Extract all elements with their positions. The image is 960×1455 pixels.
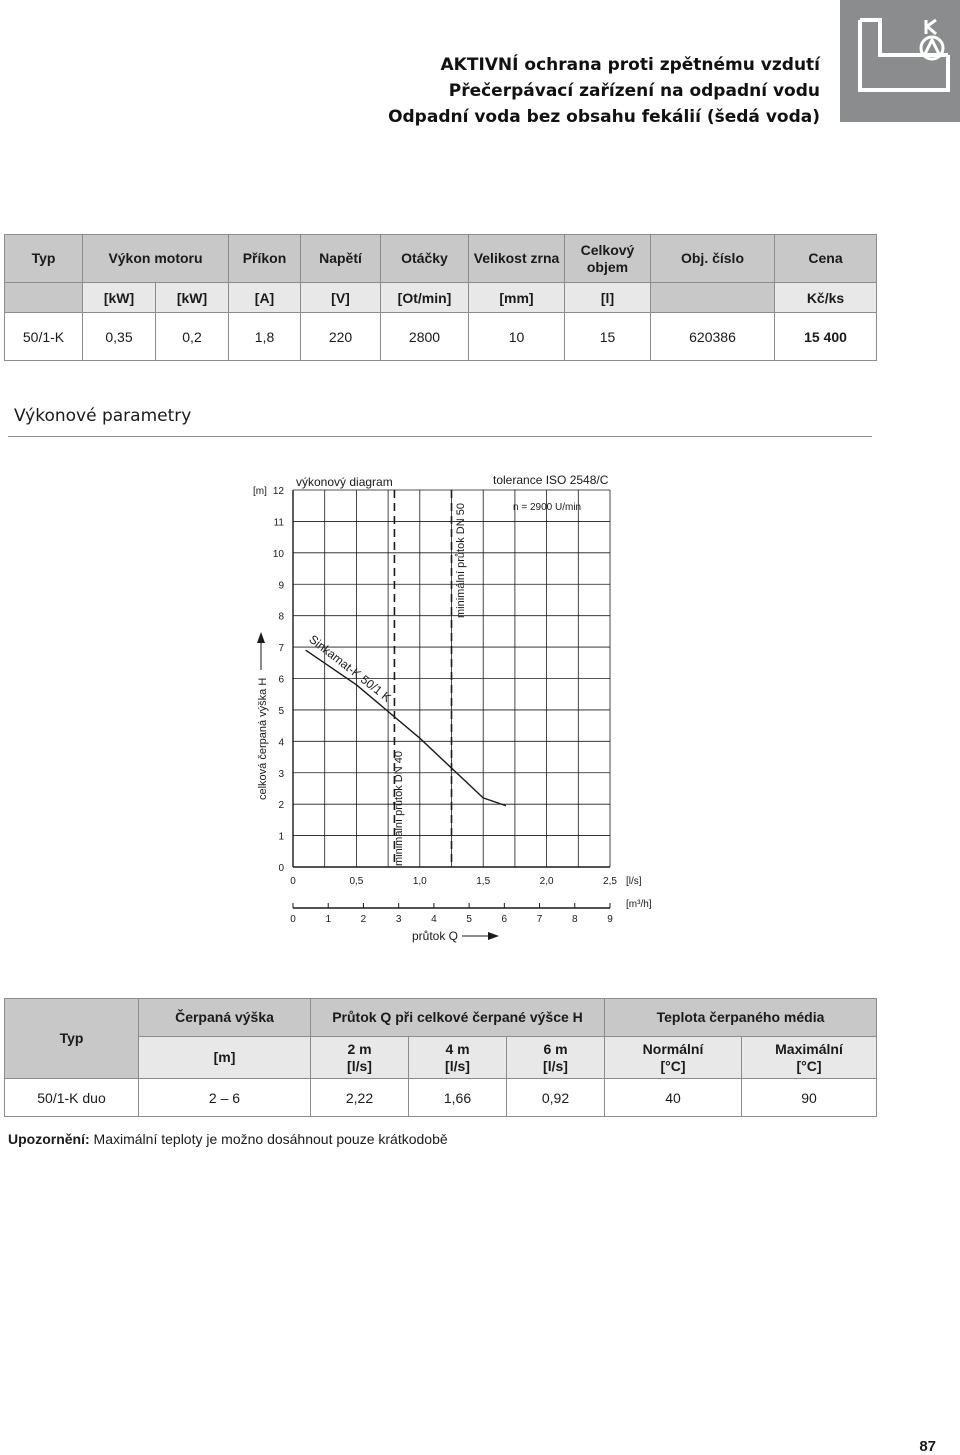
perf-cell-2m: 2,22 bbox=[311, 1079, 409, 1117]
x-tick-m3h-6: 6 bbox=[501, 914, 508, 925]
perf-temp-max bbox=[742, 1037, 877, 1079]
y-tick-label-4: 4 bbox=[278, 737, 284, 749]
y-axis-arrow-head bbox=[257, 632, 265, 643]
perf-data-row bbox=[5, 1079, 877, 1117]
x-tick-m3h-1: 1 bbox=[325, 914, 332, 925]
section-title: Výkonové parametry bbox=[14, 406, 192, 426]
perf-cell-typ: 50/1-K duo bbox=[5, 1079, 139, 1117]
y-tick-label-12: 12 bbox=[272, 486, 284, 497]
y-tick-label-5: 5 bbox=[278, 705, 284, 717]
perf-temp-max-unit: [°C] bbox=[796, 1057, 822, 1074]
x-tick-ls-3: 1,5 bbox=[476, 876, 491, 887]
y-tick-label-11: 11 bbox=[273, 517, 284, 529]
cell-objem: 15 bbox=[565, 313, 651, 361]
spec-data-row bbox=[5, 313, 877, 361]
y-tick-label-0: 0 bbox=[278, 863, 284, 874]
perf-col-temp: Teplota čerpaného média bbox=[605, 999, 877, 1037]
y-tick-label-3: 3 bbox=[278, 768, 284, 780]
cell-napeti: 220 bbox=[301, 313, 381, 361]
x-tick-m3h-5: 5 bbox=[466, 914, 472, 925]
perf-flow-2m-label: 2 m bbox=[347, 1040, 372, 1057]
y-tick-label-1: 1 bbox=[278, 831, 284, 843]
perf-temp-normal-unit: [°C] bbox=[660, 1057, 686, 1074]
x-tick-m3h-2: 2 bbox=[360, 914, 367, 925]
y-tick-label-8: 8 bbox=[278, 611, 284, 623]
y-axis-label: celková čerpaná výška H bbox=[257, 677, 269, 800]
y-tick-label-6: 6 bbox=[278, 674, 284, 686]
chart-speed: n = 2900 U/min bbox=[513, 502, 582, 513]
x-unit-ls: [l/s] bbox=[626, 876, 642, 887]
perf-temp-max-label: Maximální bbox=[775, 1040, 843, 1057]
chart-tolerance: tolerance ISO 2548/C bbox=[493, 473, 609, 487]
series-line-sinkamat bbox=[306, 650, 506, 806]
y-tick-label-7: 7 bbox=[278, 643, 284, 655]
x-tick-m3h-8: 8 bbox=[571, 914, 578, 925]
chart-series bbox=[306, 632, 506, 806]
spec-table bbox=[4, 234, 877, 361]
footnote-text: Maximální teploty je možno dosáhnout pouze krátkodobě bbox=[89, 1131, 448, 1147]
x-tick-ls-2: 1,0 bbox=[412, 876, 427, 887]
unit-l: [l] bbox=[565, 283, 651, 313]
min-flow-dn40-label: minimální průtok DN 40 bbox=[393, 751, 405, 866]
col-otacky: Otáčky bbox=[381, 235, 469, 283]
spec-units-row bbox=[5, 283, 877, 313]
cell-vykon-1: 0,35 bbox=[83, 313, 156, 361]
x-tick-m3h-4: 4 bbox=[431, 914, 437, 925]
perf-cell-height: 2 – 6 bbox=[139, 1079, 311, 1117]
performance-chart bbox=[0, 460, 700, 950]
cell-cena: 15 400 bbox=[775, 313, 877, 361]
title-line-2: Přečerpávací zařízení na odpadní vodu bbox=[448, 81, 820, 101]
perf-header-row bbox=[5, 999, 877, 1037]
unit-mm: [mm] bbox=[469, 283, 565, 313]
unit-kcks: Kč/ks bbox=[775, 283, 877, 313]
perf-cell-max: 90 bbox=[742, 1079, 877, 1117]
col-typ: Typ bbox=[5, 235, 83, 283]
performance-table bbox=[4, 998, 877, 1117]
y-unit-label: [m] bbox=[253, 486, 267, 497]
perf-flow-4m-label: 4 m bbox=[445, 1040, 470, 1057]
y-tick-label-10: 10 bbox=[272, 548, 284, 560]
section-divider bbox=[8, 436, 872, 437]
title-line-1: AKTIVNÍ ochrana proti zpětnému vzdutí bbox=[440, 55, 820, 75]
footnote bbox=[8, 1131, 448, 1147]
perf-cell-normal: 40 bbox=[605, 1079, 742, 1117]
unit-otmin: [Ot/min] bbox=[381, 283, 469, 313]
perf-col-typ: Typ bbox=[5, 999, 139, 1079]
spec-header-row bbox=[5, 235, 877, 283]
perf-flow-4m-unit: [l/s] bbox=[445, 1057, 470, 1074]
page-title bbox=[388, 52, 820, 130]
x-tick-m3h-3: 3 bbox=[395, 914, 402, 925]
col-obj-cislo: Obj. číslo bbox=[651, 235, 775, 283]
x-tick-ls-0: 0 bbox=[290, 876, 296, 887]
x-unit-m3h: [m³/h] bbox=[626, 899, 652, 910]
min-flow-dn50-label: minimální průtok DN 50 bbox=[455, 503, 467, 618]
perf-flow-2m-unit: [l/s] bbox=[347, 1057, 372, 1074]
title-line-3: Odpadní voda bez obsahu fekálií (šedá voda) bbox=[388, 107, 820, 127]
perf-col-height: Čerpaná výška bbox=[139, 999, 311, 1037]
cell-obj-cislo: 620386 bbox=[651, 313, 775, 361]
series-label-sinkamat: Sinkamat-K 50/1 K bbox=[306, 632, 394, 705]
x-axis-arrow-head bbox=[488, 932, 499, 940]
perf-cell-6m: 0,92 bbox=[507, 1079, 605, 1117]
unit-kw-1: [kW] bbox=[83, 283, 156, 313]
col-prikon: Příkon bbox=[229, 235, 301, 283]
unit-a: [A] bbox=[229, 283, 301, 313]
cell-otacky: 2800 bbox=[381, 313, 469, 361]
cell-typ: 50/1-K bbox=[5, 313, 83, 361]
footnote-label: Upozornění: bbox=[8, 1131, 90, 1147]
y-tick-label-9: 9 bbox=[278, 580, 284, 592]
perf-flow-4m bbox=[409, 1037, 507, 1079]
col-velikost: Velikost zrna bbox=[469, 235, 565, 283]
x-tick-m3h-9: 9 bbox=[607, 914, 613, 925]
perf-col-flow: Průtok Q při celkové čerpané výšce H bbox=[311, 999, 605, 1037]
pump-drain-icon bbox=[840, 0, 960, 122]
perf-temp-normal-label: Normální bbox=[642, 1040, 704, 1057]
cell-vykon-2: 0,2 bbox=[156, 313, 229, 361]
y-tick-label-2: 2 bbox=[278, 800, 284, 812]
unit-v: [V] bbox=[301, 283, 381, 313]
perf-flow-2m bbox=[311, 1037, 409, 1079]
col-vykon: Výkon motoru bbox=[83, 235, 229, 283]
perf-temp-normal bbox=[605, 1037, 742, 1079]
chart-title: výkonový diagram bbox=[296, 475, 393, 489]
cell-zrno: 10 bbox=[469, 313, 565, 361]
x-tick-ls-4: 2,0 bbox=[539, 876, 554, 887]
chart-ticks bbox=[253, 486, 652, 925]
perf-cell-4m: 1,66 bbox=[409, 1079, 507, 1117]
perf-flow-6m bbox=[507, 1037, 605, 1079]
x-tick-ls-1: 0,5 bbox=[349, 876, 364, 887]
perf-unit-height: [m] bbox=[139, 1037, 311, 1079]
category-logo bbox=[840, 0, 960, 122]
x-tick-m3h-0: 0 bbox=[290, 914, 296, 925]
x-tick-ls-5: 2,5 bbox=[603, 876, 617, 887]
col-cena: Cena bbox=[775, 235, 877, 283]
col-napeti: Napětí bbox=[301, 235, 381, 283]
x-tick-m3h-7: 7 bbox=[536, 914, 543, 925]
x-axis-label: průtok Q bbox=[412, 929, 459, 943]
page-number: 87 bbox=[919, 1438, 936, 1455]
perf-flow-6m-label: 6 m bbox=[543, 1040, 568, 1057]
perf-flow-6m-unit: [l/s] bbox=[543, 1057, 568, 1074]
chart-labels bbox=[257, 473, 609, 943]
col-objem: Celkový objem bbox=[565, 235, 651, 283]
unit-kw-2: [kW] bbox=[156, 283, 229, 313]
cell-prikon: 1,8 bbox=[229, 313, 301, 361]
